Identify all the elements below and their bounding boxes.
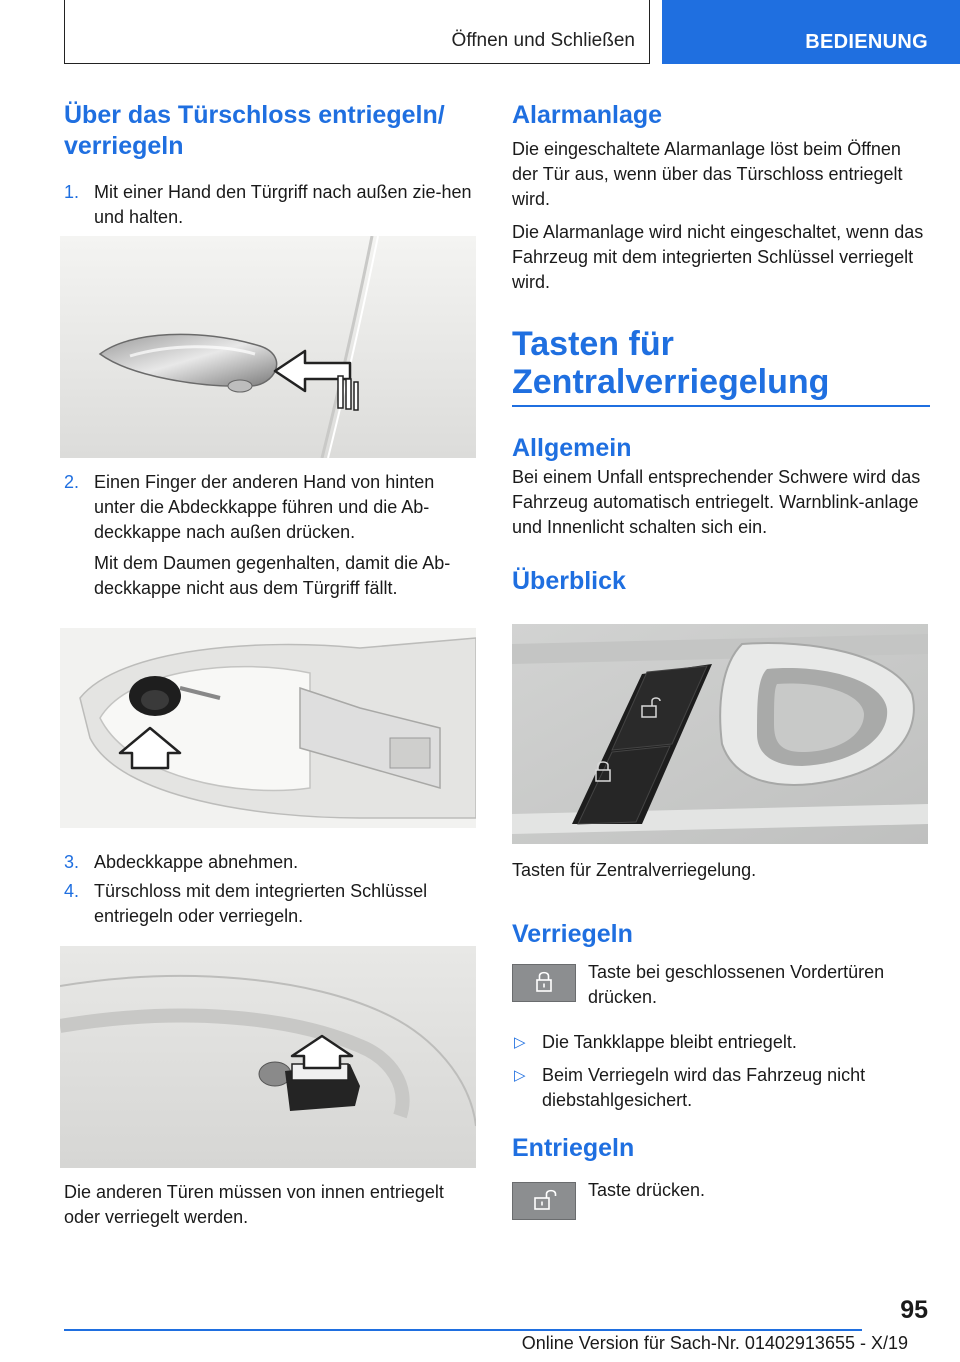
- illustration-key-in-lock: [60, 946, 476, 1168]
- header-chapter-title: BEDIENUNG: [805, 31, 928, 53]
- entriegeln-text: Taste drücken.: [588, 1180, 706, 1200]
- unlock-icon: [513, 1183, 575, 1219]
- left-column-closing: [64, 1180, 476, 1230]
- bullet-item: [512, 1063, 930, 1113]
- header-section-title: Öffnen und Schließen: [451, 30, 635, 51]
- step-text: Mit einer Hand den Türgriff nach außen zie‐hen und halten.: [94, 182, 472, 227]
- alarm-paragraph-2: Die Alarmanlage wird nicht eingeschaltet, wenn das Fahrzeug mit dem integrierten Schlüssel verriegelt wird.: [512, 222, 924, 292]
- bullet-text: Beim Verriegeln wird das Fahrzeug nicht diebstahlgesichert.: [542, 1065, 866, 1110]
- image-caption: Tasten für Zentralverriegelung.: [512, 860, 757, 880]
- step-item-1: [64, 180, 476, 230]
- cover-cap-drawing: [60, 628, 476, 828]
- subheading-verriegeln: Verriegeln: [512, 920, 633, 948]
- bullet-item: [512, 1030, 930, 1055]
- chapter-heading-zentralverriegelung: Tasten für Zentralverriegelung: [512, 325, 830, 401]
- step-item-2: [64, 470, 476, 545]
- header-section-box: [64, 0, 650, 64]
- step-number: 2.: [64, 472, 80, 492]
- step-number: 3.: [64, 852, 80, 872]
- left-column-steps-3-4: [64, 850, 476, 929]
- bullet-text: Die Tankklappe bleibt entriegelt.: [542, 1032, 797, 1052]
- bullet-triangle-icon: ▷: [514, 1034, 526, 1051]
- left-column: [64, 100, 476, 230]
- verriegeln-text: Taste bei geschlossenen Vordertüren drücken.: [588, 962, 885, 1007]
- step-text: Abdeckkappe abnehmen.: [94, 852, 299, 872]
- heading-underline: [512, 405, 930, 407]
- verriegeln-bullets: [512, 1030, 930, 1163]
- step-number: 1.: [64, 182, 80, 202]
- page-number: 95: [900, 1296, 928, 1324]
- subheading-ueberblick: Überblick: [512, 567, 626, 595]
- footer-online-version: Online Version für Sach-Nr. 01402913655 - X/19: [521, 1333, 908, 1353]
- door-handle-pull-drawing: [60, 236, 476, 458]
- step-2-note: [64, 551, 476, 601]
- bullet-triangle-icon: ▷: [514, 1067, 526, 1084]
- central-locking-buttons-drawing: [512, 624, 928, 844]
- step-text: Einen Finger der anderen Hand von hinten unter die Abdeckkappe führen und die Ab‐deckkappe nach außen drücken.: [94, 472, 435, 542]
- allgemein-paragraph: Bei einem Unfall entsprechender Schwere wird das Fahrzeug automatisch entriegelt. Warnblink‐anlage und Innenlicht schalten sich ein.: [512, 467, 921, 537]
- step-number: 4.: [64, 881, 80, 901]
- unlock-button-icon-box: [512, 1182, 576, 1220]
- step-item-3: [64, 850, 476, 875]
- lock-button-icon-box: [512, 964, 576, 1002]
- lock-icon: [513, 965, 575, 1001]
- subheading-allgemein: Allgemein: [512, 434, 632, 462]
- key-in-lock-drawing: [60, 946, 476, 1168]
- step-item-4: [64, 879, 476, 929]
- illustration-cover-cap: [60, 628, 476, 828]
- footer-rule: [64, 1329, 862, 1331]
- alarm-paragraph-1: Die eingeschaltete Alarmanlage löst beim Öffnen der Tür aus, wenn über das Türschloss entriegelt wird.: [512, 139, 903, 209]
- illustration-central-locking-buttons: [512, 624, 928, 844]
- section-heading-tuerschloss: Über das Türschloss entriegeln/ verriegeln: [64, 101, 445, 160]
- section-heading-alarmanlage: Alarmanlage: [512, 101, 663, 129]
- closing-paragraph: Die anderen Türen müssen von innen entriegelt oder verriegelt werden.: [64, 1182, 444, 1227]
- right-column: [512, 100, 930, 596]
- step-note-text: Mit dem Daumen gegenhalten, damit die Ab‐deckkappe nicht aus dem Türgriff fällt.: [94, 553, 451, 598]
- verriegeln-description: [588, 960, 928, 1010]
- entriegeln-description: [588, 1178, 928, 1203]
- left-column-step-2: [64, 470, 476, 601]
- right-column-lower: [512, 858, 930, 949]
- illustration-door-handle-pull: [60, 236, 476, 458]
- step-text: Türschloss mit dem integrierten Schlüssel entriegeln oder verriegeln.: [94, 881, 428, 926]
- header-chapter-tab: [662, 0, 960, 64]
- subheading-entriegeln: Entriegeln: [512, 1134, 635, 1162]
